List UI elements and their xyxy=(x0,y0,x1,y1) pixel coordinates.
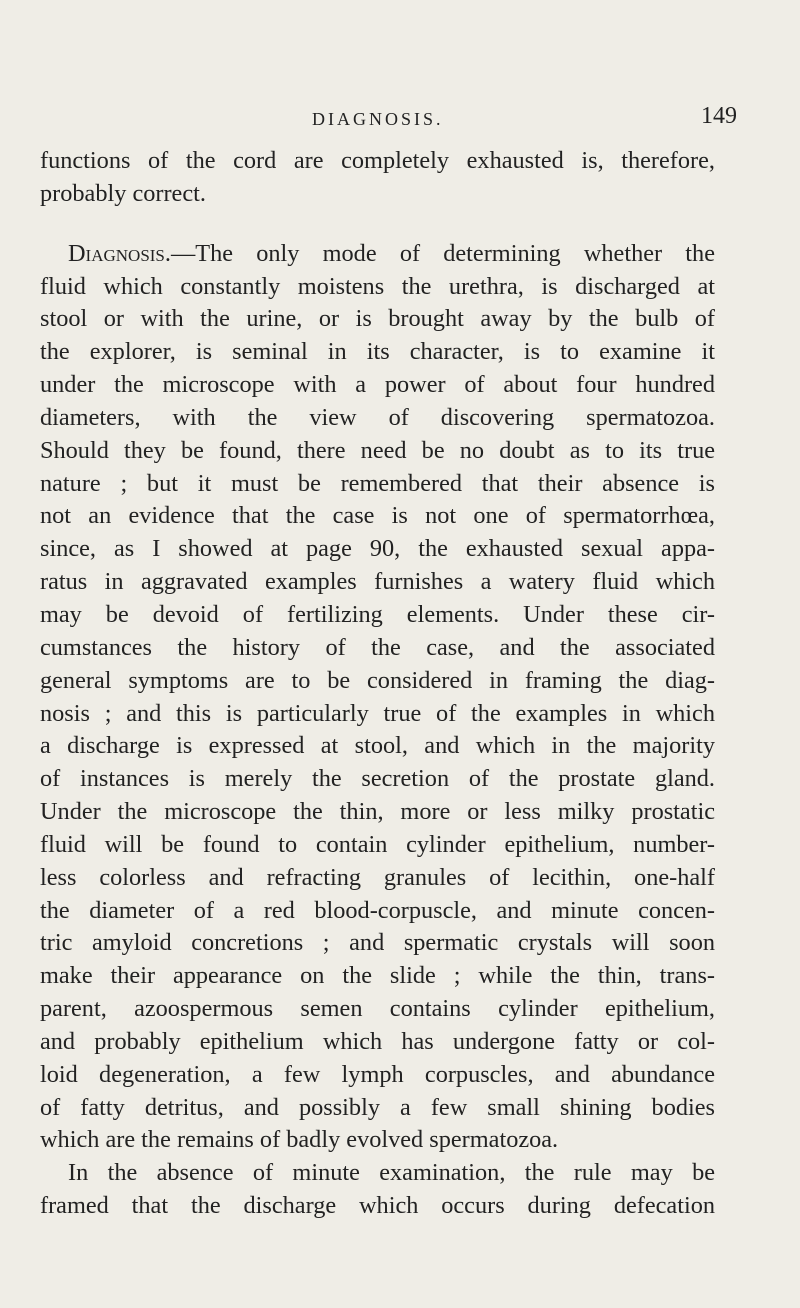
text-line: tric amyloid concretions ; and spermatic crystals will soon xyxy=(40,929,715,957)
text-line: a discharge is expressed at stool, and which in the majority xyxy=(40,732,715,760)
running-title: DIAGNOSIS. xyxy=(312,109,444,129)
text-line: ratus in aggravated examples furnishes a watery fluid which xyxy=(40,568,715,596)
text-line: parent, azoospermous semen contains cylinder epithelium, xyxy=(40,995,715,1023)
text-line: diameters, with the view of discovering spermatozoa. xyxy=(40,403,715,431)
running-head xyxy=(0,103,800,137)
text-line: of instances is merely the secretion of the prostate gland. xyxy=(40,765,715,793)
text-line: the diameter of a red blood-corpuscle, and minute concen- xyxy=(40,896,715,924)
text-line: functions of the cord are completely exhausted is, therefore, xyxy=(40,147,715,174)
text-line: loid degeneration, a few lymph corpuscles, and abundance xyxy=(40,1060,715,1088)
text-line: not an evidence that the case is not one of spermatorrhœa, xyxy=(40,502,715,530)
text-line: framed that the discharge which occurs during defecation xyxy=(40,1192,715,1220)
text-line: of fatty detritus, and possibly a few small shining bodies xyxy=(40,1093,715,1121)
page-number: 149 xyxy=(701,103,737,129)
text-line: nature ; but it must be remembered that their absence is xyxy=(40,469,715,497)
text-line: make their appearance on the slide ; while the thin, trans- xyxy=(40,962,715,990)
text-line: Under the microscope the thin, more or less milky prostatic xyxy=(40,798,715,826)
paragraph-diagnosis xyxy=(40,238,715,1158)
text-line: may be devoid of fertilizing elements. Under these cir- xyxy=(40,600,715,628)
text-line xyxy=(40,238,715,271)
text-line: under the microscope with a power of about four hundred xyxy=(40,371,715,399)
text-line: since, as I showed at page 90, the exhausted sexual appa- xyxy=(40,535,715,563)
text-line: cumstances the history of the case, and the associated xyxy=(40,633,715,661)
text-run: —The only mode of determining whether the xyxy=(170,239,715,267)
text-line: general symptoms are to be considered in framing the diag- xyxy=(40,666,715,694)
text-line: and probably epithelium which has undergone fatty or col- xyxy=(40,1027,715,1055)
text-line: which are the remains of badly evolved spermatozoa. xyxy=(40,1126,559,1154)
text-line: fluid will be found to contain cylinder epithelium, number- xyxy=(40,830,715,858)
text-line: less colorless and refracting granules of lecithin, one-half xyxy=(40,863,715,891)
text-line: stool or with the urine, or is brought away by the bulb of xyxy=(40,305,715,333)
text-line: probably correct. xyxy=(40,179,206,207)
text-line: Should they be found, there need be no doubt as to its true xyxy=(40,436,715,464)
text-line: the explorer, is seminal in its character, is to examine it xyxy=(40,338,715,366)
text-line: fluid which constantly moistens the urethra, is discharged at xyxy=(40,272,715,300)
paragraph-continued xyxy=(40,145,715,211)
body-text xyxy=(40,145,715,1223)
text-line: nosis ; and this is particularly true of the examples in which xyxy=(40,699,715,727)
paragraph-rule xyxy=(40,1157,715,1223)
section-heading: Diagnosis. xyxy=(68,239,171,267)
text-line: In the absence of minute examination, the rule may be xyxy=(68,1159,715,1187)
